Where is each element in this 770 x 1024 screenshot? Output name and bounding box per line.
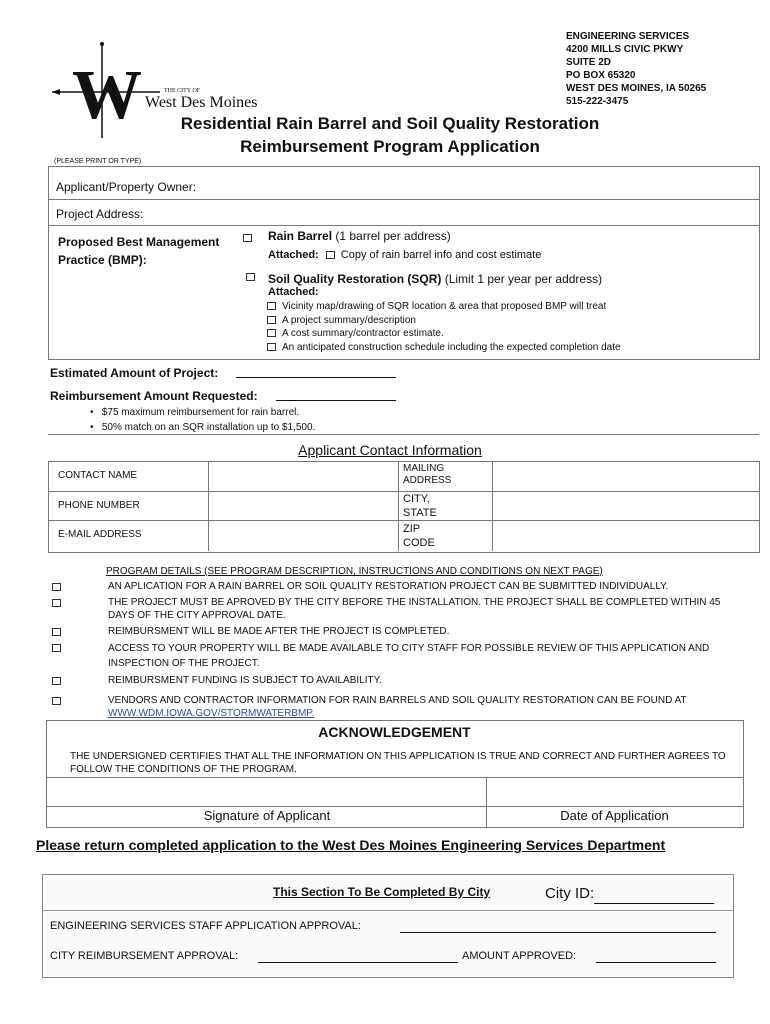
attached-label: Attached:	[268, 249, 319, 261]
phone-field[interactable]	[210, 493, 396, 519]
rain-barrel-attach-text: Copy of rain barrel info and cost estimate	[340, 249, 542, 261]
svg-text:W: W	[72, 57, 142, 134]
reimbursement-notes	[90, 405, 315, 435]
mailing-label-line: ADDRESS	[403, 475, 452, 486]
program-item-text: ACCESS TO YOUR PROPERTY WILL BE MADE AVAILABLE TO CITY STAFF FOR POSSIBLE REVIEW OF THIS APPLICATION AND INSPECTION OF THE PROJECT.	[108, 643, 710, 669]
sqr-attach-checkbox[interactable]	[267, 302, 276, 310]
staff-approval-field[interactable]	[400, 932, 716, 933]
rain-barrel-title: Rain Barrel	[268, 229, 333, 243]
email-label: E-MAIL ADDRESS	[58, 529, 142, 540]
project-address-field[interactable]	[160, 201, 750, 224]
city-section-heading: This Section To Be Completed By City	[273, 885, 491, 899]
date-field[interactable]	[488, 779, 741, 805]
phone-label: PHONE NUMBER	[58, 500, 140, 511]
return-note: Please return completed application to the West Des Moines Engineering Services Department	[36, 837, 666, 853]
sqr-attach-item	[267, 314, 621, 328]
sqr-attach-list	[267, 300, 621, 354]
address-line: PO BOX 65320	[566, 70, 636, 81]
program-checkbox	[52, 583, 61, 591]
sqr-attach-text: A cost summary/contractor estimate.	[282, 328, 444, 339]
signature-label: Signature of Applicant	[203, 808, 331, 823]
program-details-heading: PROGRAM DETAILS (SEE PROGRAM DESCRIPTION, INSTRUCTIONS AND CONDITIONS ON NEXT PAGE)	[106, 566, 603, 577]
mailing-address-field[interactable]	[494, 463, 756, 490]
estimated-amount-label: Estimated Amount of Project:	[50, 366, 219, 380]
amount-approved-field[interactable]	[596, 962, 716, 963]
program-item-text: AN APLICATION FOR A RAIN BARREL OR SOIL QUALITY RESTORATION PROJECT CAN BE SUBMITTED INDIVIDUALLY.	[108, 581, 669, 592]
logo-small-text: THE CITY OF	[164, 88, 201, 94]
program-checkbox	[52, 644, 61, 652]
contact-name-label: CONTACT NAME	[58, 470, 138, 481]
rain-barrel-attach-checkbox[interactable]	[326, 251, 335, 259]
sqr-checkbox[interactable]	[246, 273, 255, 281]
contact-name-field[interactable]	[210, 463, 396, 490]
sqr-attach-text: Vicinity map/drawing of SQR location & area that proposed BMP will treat	[282, 301, 607, 312]
sqr-limit: (Limit 1 per year per address)	[441, 272, 603, 286]
program-checkbox	[52, 628, 61, 636]
project-address-label: Project Address:	[56, 207, 144, 221]
program-item-text: VENDORS AND CONTRACTOR INFORMATION FOR RAIN BARRELS AND SOIL QUALITY RESTORATION CAN BE FOUND AT	[108, 695, 687, 706]
email-field[interactable]	[210, 522, 396, 550]
city-state-field[interactable]	[494, 493, 756, 519]
address-line: WEST DES MOINES, IA 50265	[566, 83, 707, 94]
reimbursement-approval-label: CITY REIMBURSEMENT APPROVAL:	[50, 950, 239, 962]
zip-label-line: CODE	[403, 537, 435, 549]
estimated-amount-field[interactable]	[236, 377, 396, 378]
rain-barrel-option	[268, 229, 451, 243]
sqr-attach-text: An anticipated construction schedule including the expected completion date	[282, 341, 621, 353]
mailing-address-label	[403, 463, 451, 487]
bullet-item: • $75 maximum reimbursement for rain barrel.	[90, 407, 300, 418]
sqr-title: Soil Quality Restoration (SQR)	[268, 272, 442, 286]
sqr-attach-checkbox[interactable]	[267, 329, 276, 337]
address-line: 4200 MILLS CIVIC PKWY	[566, 44, 684, 55]
bullet-text: $75 maximum reimbursement for rain barrel.	[101, 407, 300, 418]
sqr-attach-item	[267, 341, 621, 355]
sqr-attach-text: A project summary/description	[282, 314, 416, 326]
sqr-attach-checkbox[interactable]	[267, 316, 276, 324]
rain-barrel-limit: (1 barrel per address)	[332, 229, 451, 243]
sqr-attached-label: Attached:	[268, 286, 319, 298]
mailing-label-line: MAILING	[403, 463, 445, 474]
program-item-text: REIMBURSMENT FUNDING IS SUBJECT TO AVAILABILITY.	[108, 675, 382, 686]
address-line: 515-222-3475	[566, 96, 629, 107]
reimbursement-label: Reimbursement Amount Requested:	[50, 389, 258, 403]
sqr-attach-item	[267, 327, 621, 341]
rain-barrel-attached	[268, 249, 541, 261]
sqr-option	[268, 272, 602, 286]
reimbursement-approval-field[interactable]	[258, 962, 458, 963]
bullet-item: • 50% match on an SQR installation up to $1,500.	[90, 422, 316, 433]
applicant-label: Applicant/Property Owner:	[56, 180, 197, 194]
zip-code-label	[403, 522, 435, 550]
form-title-line1: Residential Rain Barrel and Soil Quality Restoration	[180, 114, 600, 133]
city-id-label: City ID:	[545, 885, 595, 902]
rain-barrel-checkbox[interactable]	[243, 234, 252, 242]
stormwater-link[interactable]: WWW.WDM.IOWA.GOV/STORMWATERBMP.	[108, 708, 315, 719]
engineering-address	[566, 30, 706, 108]
sqr-attach-item	[267, 300, 621, 314]
city-id-field[interactable]	[594, 903, 714, 904]
address-line: SUITE 2D	[566, 57, 612, 68]
city-label-line: CITY,	[403, 493, 430, 505]
city-state-label	[403, 492, 437, 520]
print-note: (PLEASE PRINT OR TYPE)	[54, 158, 142, 165]
contact-heading: Applicant Contact Information	[298, 442, 482, 458]
applicant-field[interactable]	[220, 170, 750, 198]
program-item-text: REIMBURSMENT WILL BE MADE AFTER THE PROJECT IS COMPLETED.	[108, 626, 450, 637]
bullet-text: 50% match on an SQR installation up to $1,500.	[101, 422, 316, 433]
logo-city-name: West Des Moines	[145, 94, 258, 111]
sqr-attach-checkbox[interactable]	[267, 343, 276, 351]
program-checkbox	[52, 599, 61, 607]
address-line: ENGINEERING SERVICES	[566, 31, 690, 42]
program-checkbox	[52, 677, 61, 685]
amount-approved-label: AMOUNT APPROVED:	[462, 950, 577, 962]
acknowledgement-heading: ACKNOWLEDGEMENT	[318, 724, 471, 740]
bmp-label-2: Practice (BMP):	[58, 253, 147, 267]
zip-code-field[interactable]	[494, 522, 756, 550]
city-label-line: STATE	[403, 507, 437, 519]
program-checkbox	[52, 697, 61, 705]
form-title-line2: Reimbursement Program Application	[240, 137, 540, 156]
date-label: Date of Application	[560, 808, 669, 823]
program-item-text: THE PROJECT MUST BE APROVED BY THE CITY BEFORE THE INSTALLATION. THE PROJECT SHALL BE COMPLETED WITHIN 45 DAYS OF THE CITY APPROVAL DATE.	[108, 597, 721, 621]
acknowledgement-text: THE UNDERSIGNED CERTIFIES THAT ALL THE INFORMATION ON THIS APPLICATION IS TRUE AND CORRECT AND FURTHER AGREES TO FOLLOW THE CONDITIONS OF THE PROGRAM.	[70, 751, 726, 775]
bmp-label-1: Proposed Best Management	[58, 235, 220, 249]
reimbursement-field[interactable]	[276, 400, 396, 401]
signature-field[interactable]	[48, 779, 484, 805]
zip-label-line: ZIP	[403, 523, 421, 535]
staff-approval-label: ENGINEERING SERVICES STAFF APPLICATION APPROVAL:	[50, 920, 361, 932]
